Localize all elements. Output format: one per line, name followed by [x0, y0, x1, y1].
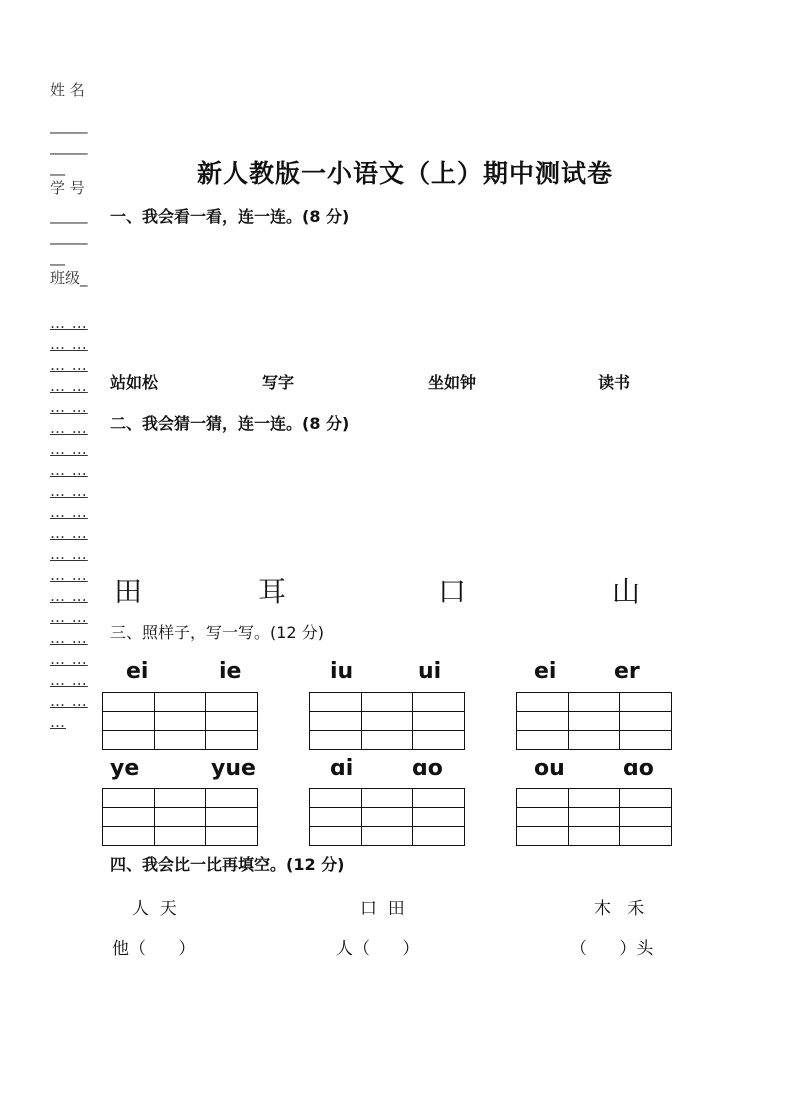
section4-heading: 四、我会比一比再填空。(12 分)	[110, 855, 345, 874]
page-title: 新人教版一小语文（上）期中测试卷	[196, 159, 613, 188]
dotted-line-row: … …	[50, 314, 88, 332]
dotted-line-row: … …	[50, 671, 88, 689]
name-line: _____	[50, 116, 88, 134]
dotted-line-row: … …	[50, 482, 88, 500]
id-label: 学 号	[50, 179, 85, 197]
name-line: __	[50, 158, 65, 176]
dotted-line-row: … …	[50, 545, 88, 563]
pinyin-label: iu	[330, 659, 354, 684]
dotted-line-row: … …	[50, 419, 88, 437]
section1-heading: 一、我会看一看，连一连。(8 分)	[110, 207, 350, 226]
name-label: 姓 名	[50, 81, 85, 99]
word-item: 读书	[598, 373, 631, 392]
pinyin-label: ei	[534, 659, 557, 684]
character-item: 口	[438, 575, 467, 608]
dotted-line-row: … …	[50, 587, 88, 605]
fill-blank[interactable]: 人（ ）	[336, 939, 420, 959]
dotted-line-row: …	[50, 713, 66, 731]
pinyin-label: yue	[211, 756, 256, 781]
pinyin-label: ou	[534, 756, 565, 781]
writing-grid[interactable]	[102, 692, 258, 750]
character-item: 山	[612, 575, 641, 608]
writing-grid[interactable]	[516, 692, 672, 750]
pinyin-label: ui	[418, 659, 442, 684]
pinyin-label: ei	[126, 659, 149, 684]
writing-grid[interactable]	[102, 788, 258, 846]
word-item: 写字	[262, 373, 295, 392]
character-pair: 木 禾	[594, 899, 645, 919]
dotted-line-row: … …	[50, 692, 88, 710]
section3-heading: 三、照样子，写一写。(12 分)	[110, 623, 324, 642]
dotted-line-row: … …	[50, 398, 88, 416]
id-line: _____	[50, 206, 88, 224]
dotted-line-row: … …	[50, 608, 88, 626]
dotted-line-row: … …	[50, 524, 88, 542]
dotted-line-row: … …	[50, 566, 88, 584]
dotted-line-row: … …	[50, 503, 88, 521]
id-line: _____	[50, 227, 88, 245]
dotted-line-row: … …	[50, 440, 88, 458]
dotted-line-row: … …	[50, 461, 88, 479]
pinyin-label: ɑi	[330, 756, 354, 781]
pinyin-label: er	[614, 659, 640, 684]
pinyin-label: ɑo	[623, 756, 654, 781]
section2-heading: 二、我会猜一猜，连一连。(8 分)	[110, 414, 350, 433]
dotted-line-row: … …	[50, 356, 88, 374]
writing-grid[interactable]	[309, 692, 465, 750]
fill-blank[interactable]: （ ）头	[570, 939, 654, 959]
word-item: 坐如钟	[428, 373, 477, 392]
word-item: 站如松	[110, 373, 159, 392]
binding-margin	[50, 80, 100, 733]
dotted-line-row: … …	[50, 650, 88, 668]
id-line: __	[50, 248, 65, 266]
name-line: _____	[50, 137, 88, 155]
dotted-line-row: … …	[50, 377, 88, 395]
dotted-line-row: … …	[50, 335, 88, 353]
class-label: 班级_	[50, 269, 88, 287]
writing-grid[interactable]	[516, 788, 672, 846]
fill-blank[interactable]: 他（ ）	[112, 939, 196, 959]
character-item: 耳	[258, 575, 287, 608]
character-pair: 人 天	[132, 899, 177, 919]
pinyin-label: ie	[219, 659, 242, 684]
character-pair: 口 田	[360, 899, 405, 919]
dotted-cut-line	[50, 313, 100, 733]
dotted-line-row: … …	[50, 629, 88, 647]
writing-grid[interactable]	[309, 788, 465, 846]
pinyin-label: ye	[110, 756, 140, 781]
character-item: 田	[114, 575, 143, 608]
pinyin-label: ɑo	[412, 756, 443, 781]
